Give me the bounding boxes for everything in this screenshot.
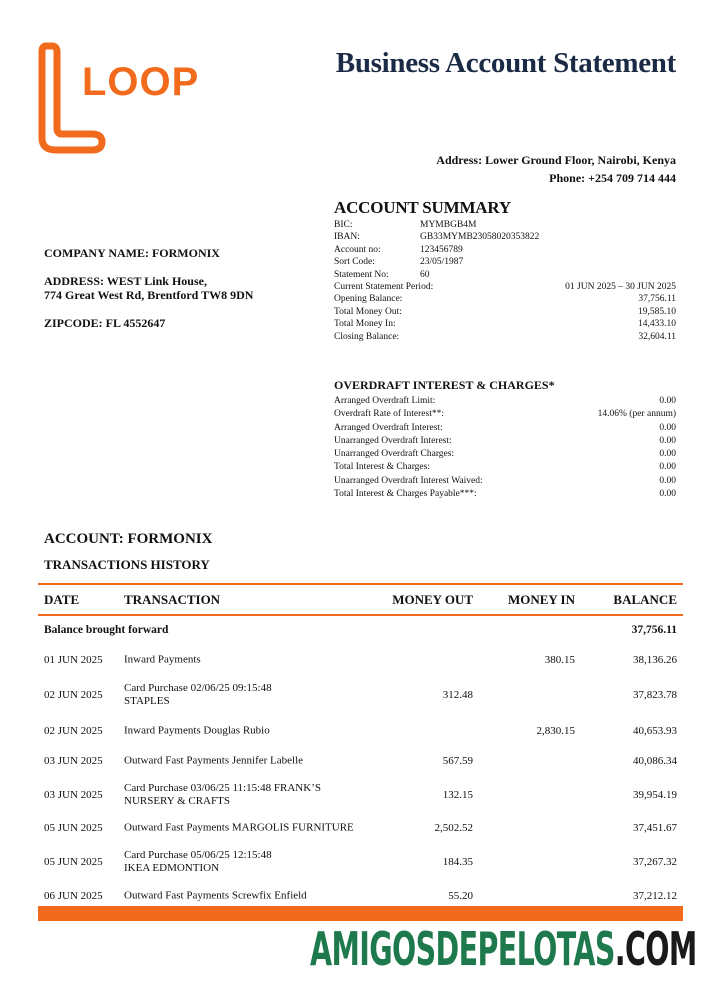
- summary-value: 19,585.10: [638, 306, 676, 317]
- table-row: [38, 776, 683, 814]
- company-address-line1: ADDRESS: WEST Link House,: [44, 274, 207, 288]
- cell-transaction: [124, 654, 201, 667]
- cell-balance: 38,136.26: [633, 654, 677, 666]
- company-zipcode: ZIPCODE: FL 4552647: [44, 316, 166, 330]
- overdraft-row: [334, 408, 676, 421]
- summary-label: BIC:: [334, 220, 353, 230]
- overdraft-label: Unarranged Overdraft Interest Waived:: [334, 475, 483, 486]
- overdraft-row: [334, 488, 676, 501]
- bank-phone: Phone: +254 709 714 444: [549, 171, 676, 185]
- account-summary: [334, 198, 676, 343]
- bank-contact: [436, 151, 676, 187]
- company-address-line2: 774 Great West Rd, Brentford TW8 9DN: [44, 288, 254, 302]
- summary-label: Sort Code:: [334, 257, 375, 268]
- overdraft-label: Total Interest & Charges:: [334, 462, 430, 473]
- desc-line1: Inward Payments Douglas Rubio: [124, 724, 270, 737]
- desc-line1: Card Purchase 03/06/25 11:15:48 FRANK’S: [124, 782, 321, 794]
- company-name: COMPANY NAME: FORMONIX: [44, 246, 220, 260]
- desc-line2: IKEA EDMONTION: [124, 862, 220, 874]
- overdraft-row: [334, 448, 676, 461]
- overdraft-label: Total Interest & Charges Payable***:: [334, 489, 477, 500]
- table-row: [38, 716, 683, 746]
- cell-balance: 37,267.32: [633, 856, 677, 868]
- cell-transaction: [124, 890, 307, 903]
- header-balance: BALANCE: [613, 592, 677, 607]
- transactions-table: [38, 585, 683, 910]
- table-header: [38, 585, 683, 614]
- desc-line1: Outward Fast Payments Jennifer Labelle: [124, 754, 304, 767]
- watermark: [310, 922, 697, 976]
- summary-label: Statement No:: [334, 269, 389, 280]
- cell-date: 05 JUN 2025: [44, 856, 103, 868]
- overdraft-row: [334, 435, 676, 448]
- summary-row-bic: [334, 219, 676, 231]
- cell-money-out: 184.35: [442, 856, 473, 868]
- transactions-history-title: TRANSACTIONS HISTORY: [44, 557, 210, 572]
- desc-line1: Card Purchase 05/06/25 12:15:48: [124, 849, 272, 861]
- account-title: ACCOUNT: FORMONIX: [44, 531, 213, 547]
- cell-money-out: 312.48: [442, 689, 473, 701]
- company-info: [44, 246, 253, 330]
- overdraft-value: 0.00: [659, 489, 676, 500]
- table-row: [38, 746, 683, 776]
- summary-value: 01 JUN 2025 – 30 JUN 2025: [565, 281, 676, 292]
- watermark-tld: .COM: [614, 922, 697, 976]
- footer-bar: [38, 906, 683, 921]
- overdraft-label: Arranged Overdraft Interest:: [334, 422, 443, 433]
- summary-row-closing: [334, 331, 676, 343]
- summary-label: Closing Balance:: [334, 331, 400, 342]
- cell-transaction: [124, 849, 272, 875]
- brought-forward-label: Balance brought forward: [44, 624, 169, 636]
- summary-value: GB33MYMB23058020353822: [420, 232, 540, 243]
- overdraft-label: Arranged Overdraft Limit:: [334, 396, 436, 406]
- summary-label: Total Money Out:: [334, 306, 402, 317]
- overdraft-section: [334, 378, 676, 501]
- desc-line1: Outward Fast Payments MARGOLIS FURNITURE: [124, 821, 354, 834]
- overdraft-label: Unarranged Overdraft Interest:: [334, 435, 452, 446]
- cell-balance: 40,653.93: [633, 725, 677, 737]
- overdraft-row: [334, 475, 676, 488]
- cell-balance: 37,756.11: [631, 624, 677, 636]
- overdraft-value: 0.00: [659, 422, 676, 433]
- summary-value: MYMBGB4M: [420, 220, 477, 230]
- summary-row-in: [334, 318, 676, 330]
- cell-money-out: 132.15: [442, 789, 473, 801]
- cell-date: 02 JUN 2025: [44, 725, 103, 737]
- summary-value: 32,604.11: [638, 331, 676, 342]
- table-row: [38, 646, 683, 674]
- summary-row-sort: [334, 256, 676, 268]
- summary-value: 37,756.11: [638, 294, 676, 305]
- cell-money-out: 567.59: [442, 755, 473, 767]
- overdraft-row: [334, 461, 676, 474]
- desc-line2: STAPLES: [124, 695, 170, 707]
- summary-row-out: [334, 306, 676, 318]
- summary-value: 60: [420, 269, 430, 280]
- header-date: DATE: [44, 592, 80, 607]
- header-money-out: MONEY OUT: [392, 592, 473, 607]
- cell-money-out: 2,502.52: [434, 822, 473, 834]
- summary-row-statement: [334, 269, 676, 281]
- logo-text: LOOP: [82, 60, 200, 104]
- desc-line1: Outward Fast Payments Screwfix Enfield: [124, 889, 307, 902]
- summary-label: Account no:: [334, 244, 381, 255]
- overdraft-label: Overdraft Rate of Interest**:: [334, 409, 444, 420]
- cell-date: 06 JUN 2025: [44, 890, 103, 902]
- summary-label: IBAN:: [334, 232, 360, 243]
- desc-line2: NURSERY & CRAFTS: [124, 795, 230, 807]
- summary-label: Current Statement Period:: [334, 281, 434, 292]
- cell-balance: 40,086.34: [633, 755, 677, 767]
- account-summary-title: ACCOUNT SUMMARY: [334, 198, 511, 217]
- desc-line1: Inward Payments: [124, 653, 201, 666]
- header-money-in: MONEY IN: [507, 592, 575, 607]
- overdraft-value: 0.00: [659, 475, 676, 486]
- overdraft-row: [334, 422, 676, 435]
- desc-line1: Card Purchase 02/06/25 09:15:48: [124, 682, 272, 694]
- summary-row-account: [334, 244, 676, 256]
- summary-row-iban: [334, 231, 676, 243]
- cell-balance: 39,954.19: [633, 789, 677, 801]
- cell-transaction: [124, 755, 303, 768]
- overdraft-value: 0.00: [659, 396, 676, 406]
- watermark-name: AMIGOSDEPELOTAS: [310, 922, 615, 976]
- summary-label: Opening Balance:: [334, 294, 403, 305]
- summary-row-period: [334, 281, 676, 293]
- overdraft-value: 0.00: [659, 435, 676, 446]
- cell-money-in: 2,830.15: [536, 725, 575, 737]
- cell-money-out: 55.20: [448, 890, 473, 902]
- cell-balance: 37,212.12: [633, 890, 677, 902]
- summary-value: 23/05/1987: [420, 257, 464, 268]
- cell-date: 05 JUN 2025: [44, 822, 103, 834]
- overdraft-row: [334, 395, 676, 408]
- cell-transaction: [124, 682, 272, 708]
- overdraft-label: Unarranged Overdraft Charges:: [334, 449, 455, 460]
- summary-label: Total Money In:: [334, 319, 396, 330]
- cell-balance: 37,451.67: [633, 822, 677, 834]
- header-transaction: TRANSACTION: [124, 592, 221, 607]
- cell-transaction: [124, 822, 354, 835]
- overdraft-value: 0.00: [659, 449, 676, 460]
- cell-date: 03 JUN 2025: [44, 755, 103, 767]
- summary-row-opening: [334, 293, 676, 305]
- bank-address: Address: Lower Ground Floor, Nairobi, Kenya: [436, 153, 676, 167]
- table-row: [38, 674, 683, 716]
- summary-value: 123456789: [420, 244, 463, 255]
- cell-transaction: [124, 725, 270, 738]
- table-row: [38, 814, 683, 842]
- cell-money-in: 380.15: [544, 654, 575, 666]
- overdraft-title: OVERDRAFT INTEREST & CHARGES*: [334, 378, 555, 392]
- cell-date: 01 JUN 2025: [44, 654, 103, 666]
- table-row-brought-forward: [38, 614, 683, 646]
- summary-value: 14,433.10: [638, 319, 676, 330]
- page-title: Business Account Statement: [335, 47, 676, 79]
- overdraft-value: 14.06% (per annum): [597, 409, 676, 420]
- cell-date: 03 JUN 2025: [44, 789, 103, 801]
- overdraft-value: 0.00: [659, 462, 676, 473]
- cell-balance: 37,823.78: [633, 689, 677, 701]
- cell-transaction: [124, 782, 321, 808]
- cell-date: 02 JUN 2025: [44, 689, 103, 701]
- table-row: [38, 842, 683, 882]
